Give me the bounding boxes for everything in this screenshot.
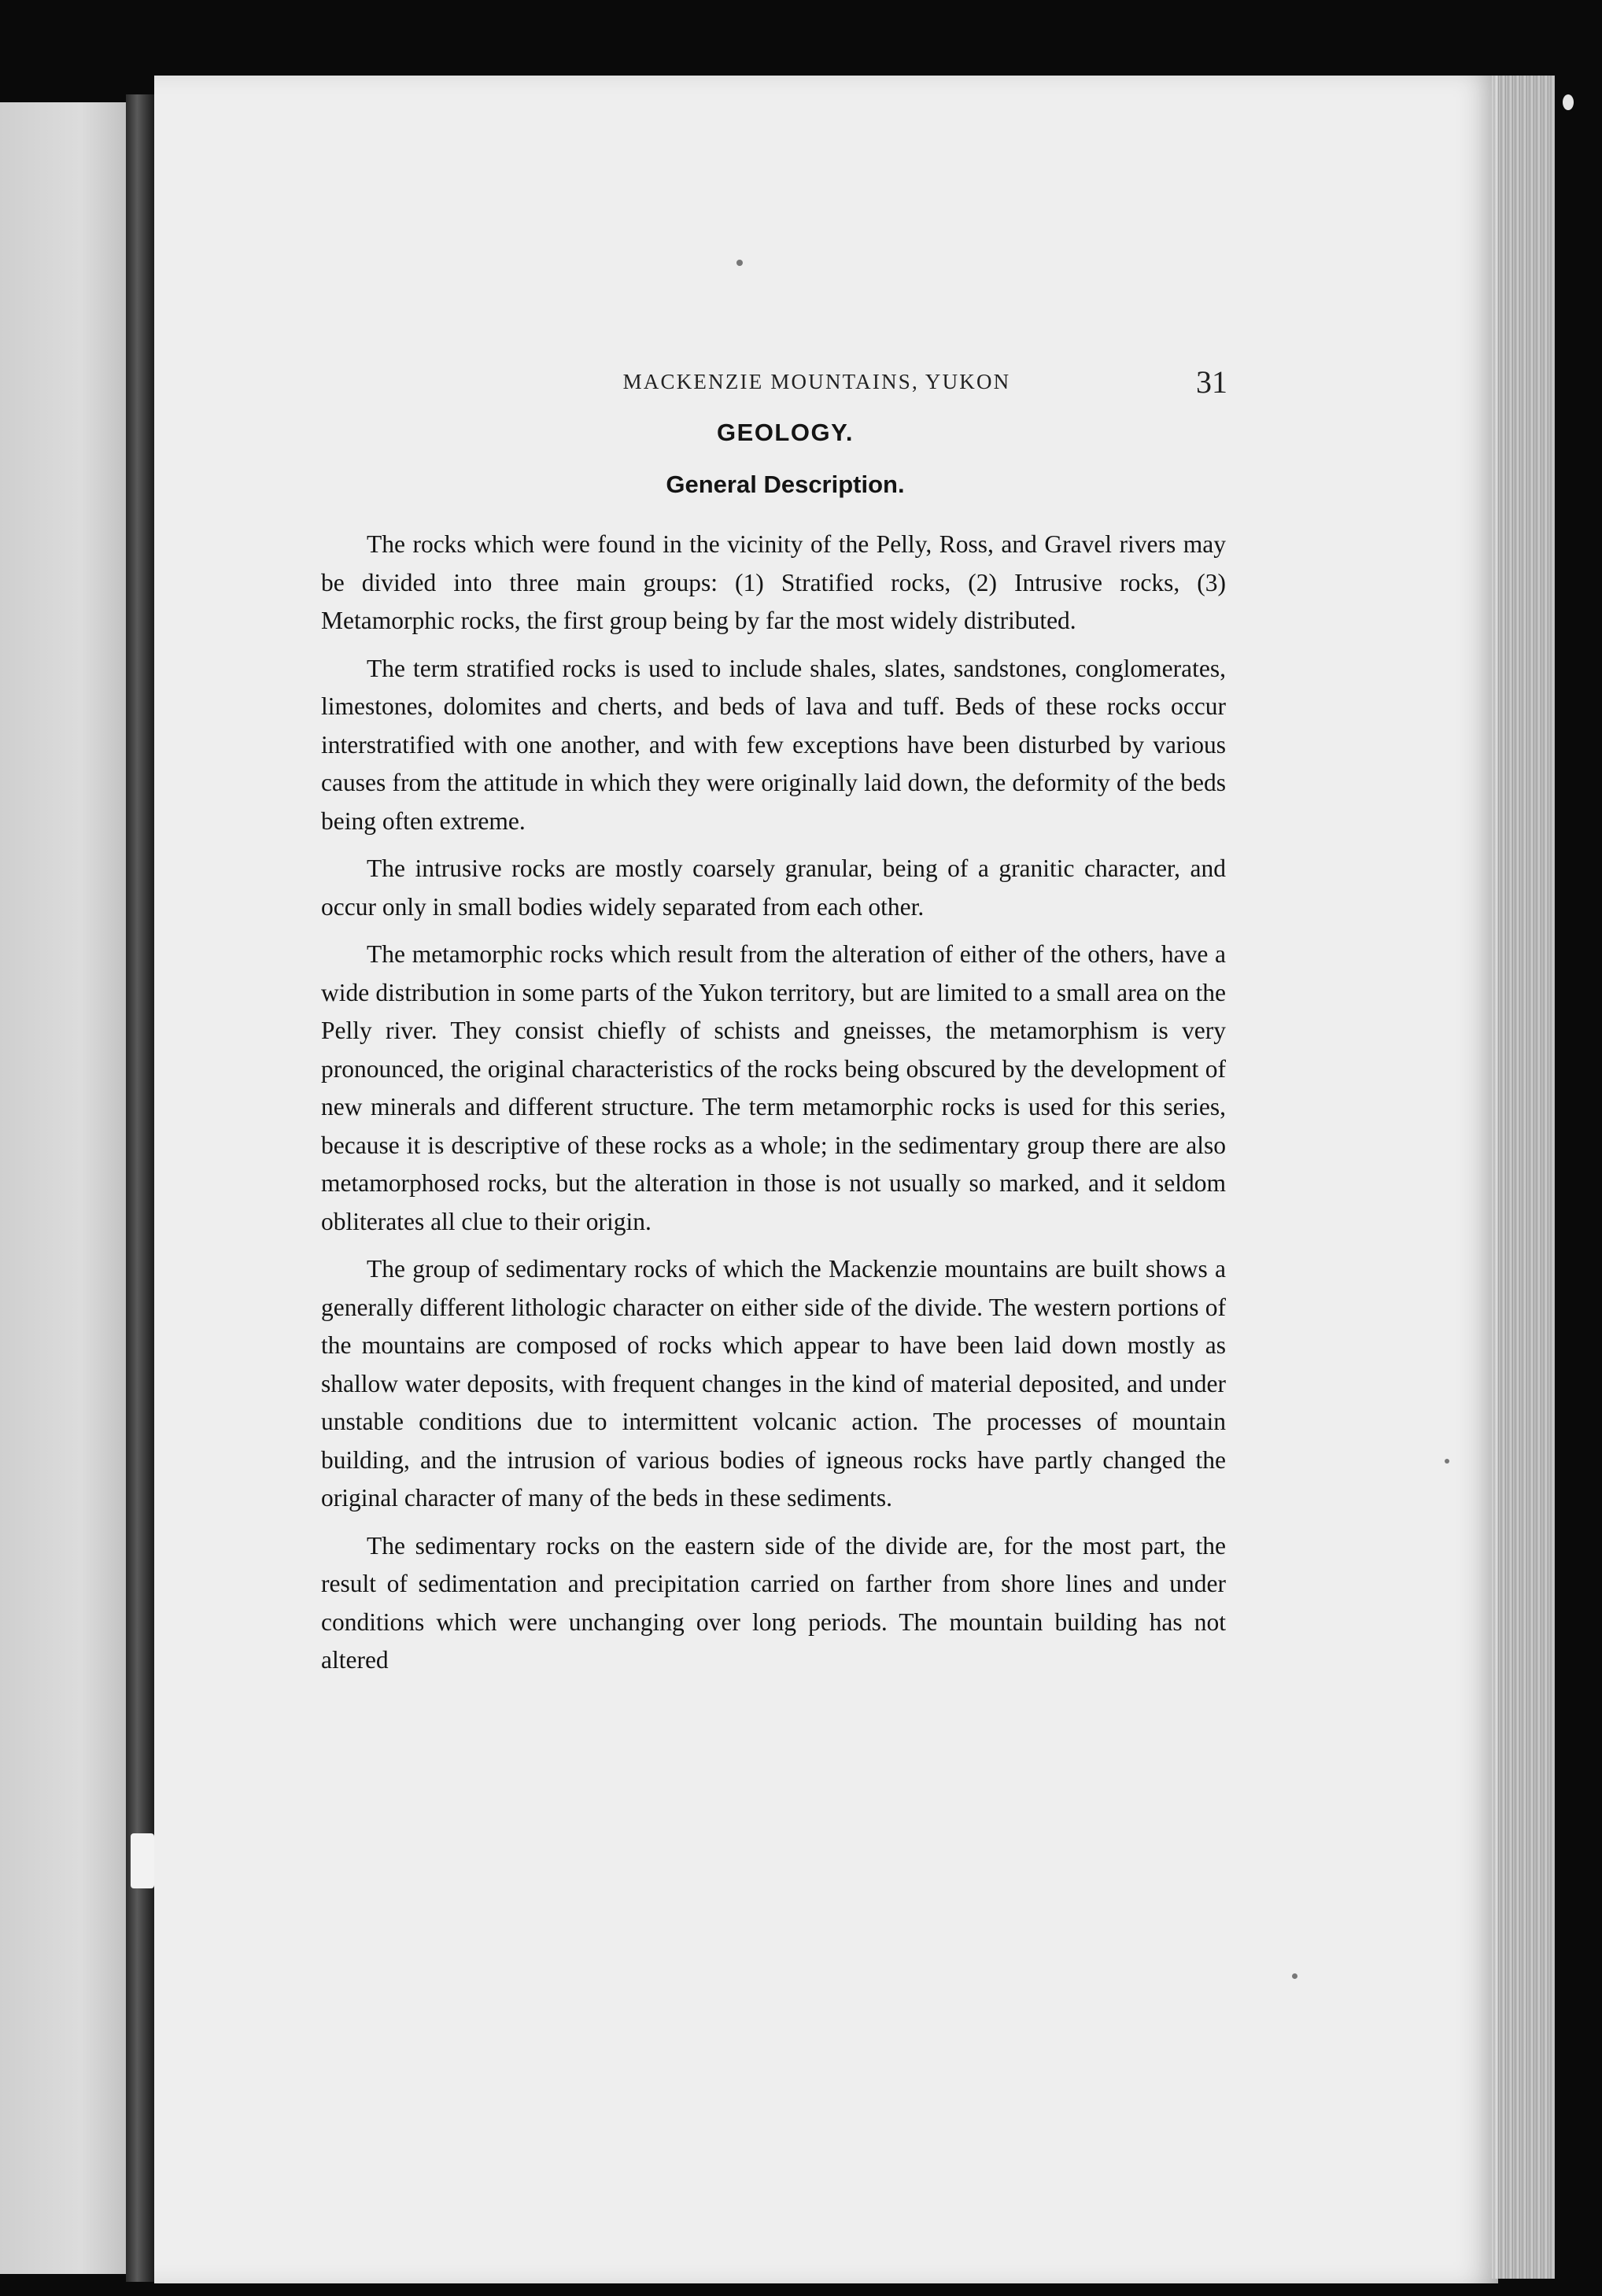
left-facing-page-edge (0, 102, 135, 2274)
paragraph: The group of sedimentary rocks of which the Mackenzie mountains are built shows a generally different lithologic character on either side of the divide. The western portions of the mountains are composed of rocks which appear to have been laid down mostly as shallow water deposits, with frequent changes in the kind of material deposited, and under unstable conditions due to intermittent volcanic action. The processes of mountain building, and the intrusion of various bodies of igneous rocks have partly changed the original character of many of the beds in these sediments. (321, 1255, 1226, 1512)
dust-speck (736, 260, 743, 266)
dust-speck (1563, 94, 1574, 110)
paragraph: The term stratified rocks is used to include shales, slates, sandstones, conglomerates, limestones, dolomites and cherts, and beds of lava and tuff. Beds of these rocks occur interstratified with one another, and with few exceptions have been disturbed by various causes from the attitude in which they were originally laid down, the deformity of the beds being often extreme. (321, 654, 1226, 835)
gutter-light-spot (131, 1833, 154, 1888)
page-text-block (321, 364, 1227, 1689)
right-page-stack-edge (1492, 76, 1555, 2279)
chapter-heading: GEOLOGY. (717, 419, 854, 446)
running-head (321, 364, 1227, 408)
paragraph: The sedimentary rocks on the eastern side of the divide are, for the most part, the result of sedimentation and precipitation carried on farther from shore lines and under conditions which were unchanging over long periods. The mountain building has not altered (321, 1531, 1226, 1674)
dust-speck (1292, 1973, 1297, 1979)
paragraph: The rocks which were found in the vicinity of the Pelly, Ross, and Gravel rivers may be divided into three main groups: (1) Stratified rocks, (2) Intrusive rocks, (3) Metamorphic rocks, the first group being by far the most widely distributed. (321, 530, 1226, 634)
paragraph: The metamorphic rocks which result from the alteration of either of the others, have a wide distribution in some parts of the Yukon territory, but are limited to a small area on the Pelly river. They consist chiefly of schists and gneisses, the metamorphism is very pronounced, the original characteristics of the rocks being obscured by the development of new minerals and different structure. The term metamorphic rocks is used for this series, because it is descriptive of these rocks as a whole; in the sedimentary group there are also metamorphosed rocks, but the alteration in those is not usually so marked, and it seldom obliterates all clue to their origin. (321, 940, 1226, 1235)
section-heading: General Description. (666, 471, 905, 498)
running-head-title: MACKENZIE MOUNTAINS, YUKON (622, 370, 1011, 393)
book-gutter (126, 94, 154, 2282)
page-number: 31 (1196, 364, 1227, 400)
paragraph: The intrusive rocks are mostly coarsely granular, being of a granitic character, and occur only in small bodies widely separated from each other. (321, 855, 1226, 921)
dust-speck (1445, 1459, 1449, 1464)
